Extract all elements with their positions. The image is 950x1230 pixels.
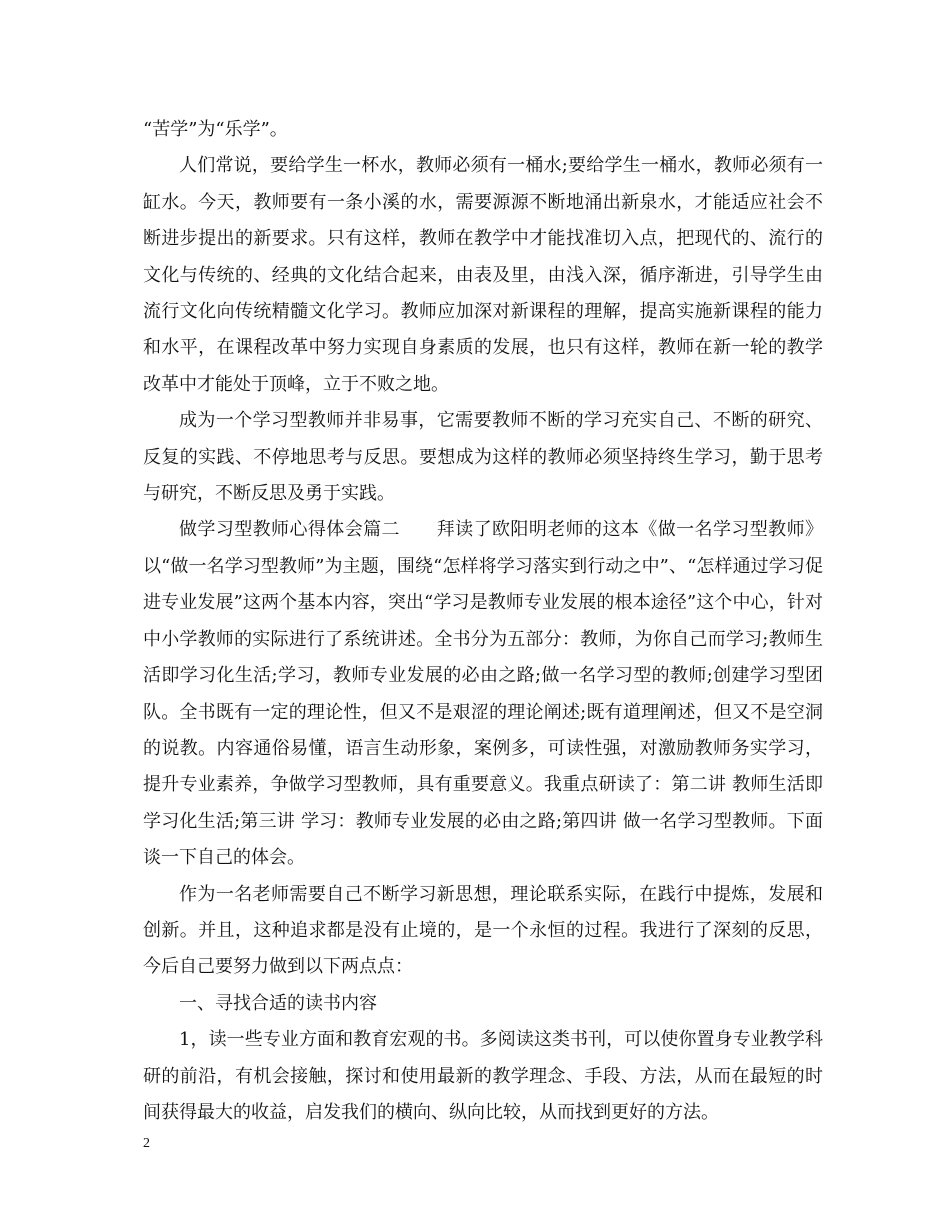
paragraph-water-metaphor: 人们常说，要给学生一杯水，教师必须有一桶水;要给学生一桶水，教师必须有一缸水。今天，教师要有一条小溪的水，需要源源不断地涌出新泉水，才能适应社会不断进步提出的新要求。只有这样，教师在教学中才能找准切入点，把现代的、流行的文化与传统的、经典的文化结合起来，由表及里，由浅入深，循序渐进，引导学生由流行文化向传统精髓文化学习。教师应加深对新课程的理解，提高实施新课程的能力和水平，在课程改革中努力实现自身素质的发展，也只有这样，教师在新一轮的教学改革中才能处于顶峰，立于不败之地。 bbox=[143, 155, 823, 395]
paragraph-essay-two: 做学习型教师心得体会篇二 拜读了欧阳明老师的这本《做一名学习型教师》以“做一名学习型教师”为主题，围绕“怎样将学习落实到行动之中”、“怎样通过学习促进专业发展”这两个基本内容，突出“学习是教师专业发展的根本途径”这个中心，针对中小学教师的实际进行了系统讲述。全书分为五部分：教师，为你自己而学习;教师生活即学习化生活;学习，教师专业发展的必由之路;做一名学习型的教师;创建学习型团队。全书既有一定的理论性，但又不是艰涩的理论阐述;既有道理阐述，但又不是空洞的说教。内容通俗易懂，语言生动形象，案例多，可读性强，对激励教师务实学习，提升专业素养，争做学习型教师，具有重要意义。我重点研读了：第二讲 教师生活即学习化生活;第三讲 学习：教师专业发展的必由之路;第四讲 做一名学习型教师。下面谈一下自己的体会。 bbox=[143, 519, 823, 869]
paragraph-continuation: “苦学”为“乐学”。 bbox=[143, 119, 288, 140]
paragraph-reflection: 作为一名老师需要自己不断学习新思想，理论联系实际，在践行中提炼，发展和创新。并且，这种追求都是没有止境的，是一个永恒的过程。我进行了深刻的反思，今后自己要努力做到以下两点点： bbox=[143, 883, 823, 978]
paragraph-learning-teacher: 成为一个学习型教师并非易事，它需要教师不断的学习充实自己、不断的研究、反复的实践、不停地思考与反思。要想成为这样的教师必须坚持终生学习，勤于思考与研究，不断反思及勇于实践。 bbox=[143, 410, 823, 505]
page-number: 2 bbox=[143, 1136, 150, 1151]
body-text bbox=[143, 112, 823, 1131]
paragraph-reading-item-1: 1，读一些专业方面和教育宏观的书。多阅读这类书刊，可以使你置身专业教学科研的前沿，有机会接触，探讨和使用最新的教学理念、手段、方法，从而在最短的时间获得最大的收益，启发我们的横向、纵向比较，从而找到更好的方法。 bbox=[143, 1029, 823, 1123]
section-heading-reading: 一、寻找合适的读书内容 bbox=[179, 992, 377, 1014]
